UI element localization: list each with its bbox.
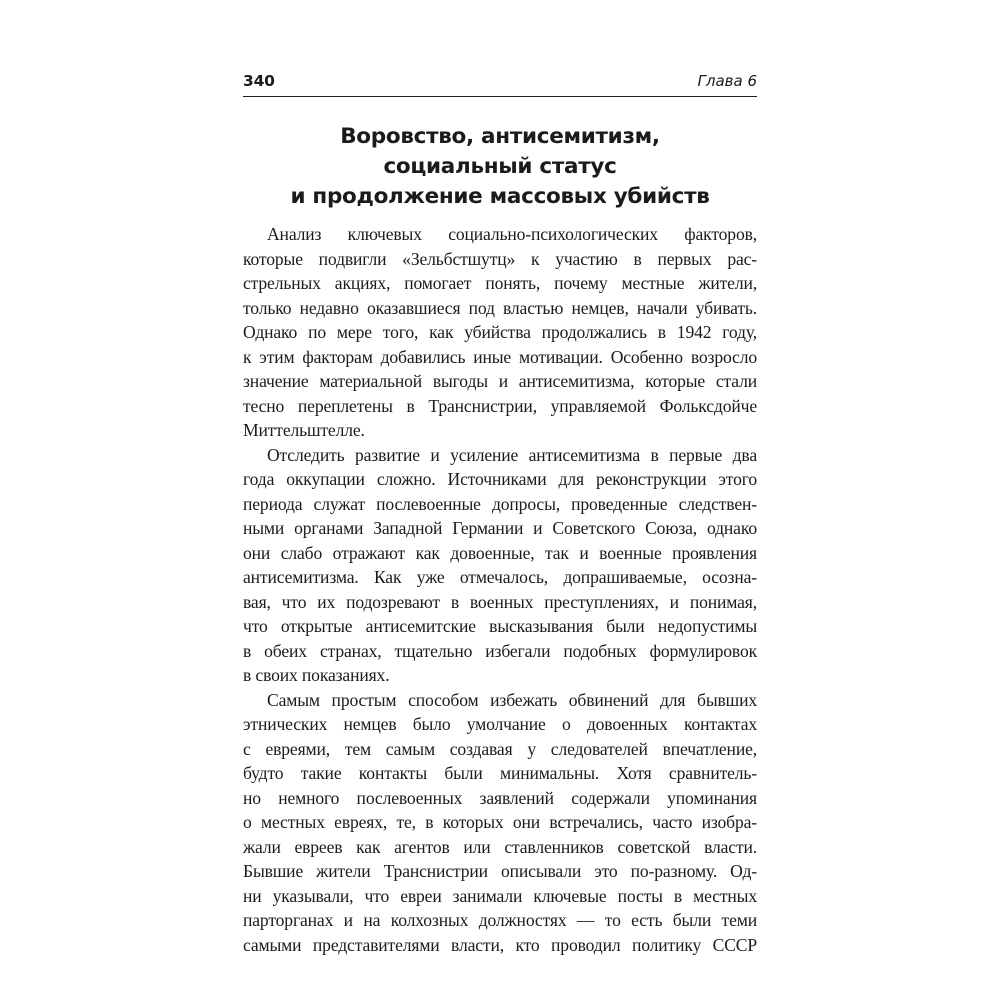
text-line: Бывшие жители Транснистрии описывали это по-разному. Од- bbox=[243, 861, 757, 881]
section-title bbox=[243, 122, 757, 212]
text-line: ни указывали, что евреи занимали ключевые посты в местных bbox=[243, 885, 757, 906]
text-line: но немного послевоенных заявлений содержали упоминания bbox=[243, 787, 757, 808]
text-line: Миттельштелле. bbox=[243, 420, 365, 440]
body-text bbox=[243, 222, 757, 957]
section-title-line: социальный статус bbox=[383, 154, 617, 179]
section-title-line: Воровство, антисемитизм, bbox=[340, 124, 660, 149]
text-line: Однако по мере того, как убийства продолжались в 1942 году, bbox=[243, 322, 757, 342]
paragraph-1 bbox=[243, 222, 757, 443]
text-line: антисемитизма. Как уже отмечалось, допрашиваемые, осозна- bbox=[243, 567, 757, 587]
section-title-line: и продолжение массовых убийств bbox=[290, 184, 710, 209]
text-line: этнических немцев было умолчание о довоенных контактах bbox=[243, 714, 757, 734]
chapter-label: Глава 6 bbox=[697, 72, 757, 90]
text-line: только недавно оказавшиеся под властью немцев, начали убивать. bbox=[243, 297, 757, 318]
text-line: вая, что их подозревают в военных преступлениях, и понимая, bbox=[243, 591, 757, 612]
text-line: жали евреев как агентов или ставленников советской власти. bbox=[243, 836, 757, 857]
text-line: периода служат послевоенные допросы, проведенные следствен- bbox=[243, 493, 757, 514]
text-line: Отследить развитие и усиление антисемитизма в первые два bbox=[267, 444, 757, 465]
text-line: они слабо отражают как довоенные, так и военные проявления bbox=[243, 542, 757, 563]
paragraph-3 bbox=[243, 688, 757, 958]
text-line: которые подвигли «Зельбстшутц» к участию в первых рас- bbox=[243, 248, 757, 269]
text-line: в своих показаниях. bbox=[243, 665, 390, 685]
text-line: ными органами Западной Германии и Советского Союза, однако bbox=[243, 518, 757, 538]
text-line: с евреями, тем самым создавая у следователей впечатление, bbox=[243, 738, 757, 759]
text-line: значение материальной выгоды и антисемитизма, которые стали bbox=[243, 371, 757, 391]
text-line: тесно переплетены в Транснистрии, управляемой Фольксдойче bbox=[243, 395, 757, 416]
text-line: к этим факторам добавились иные мотивации. Особенно возросло bbox=[243, 346, 757, 367]
text-line: парторганах и на колхозных должностях — то есть были теми bbox=[243, 910, 757, 930]
text-line: стрельных акциях, помогает понять, почему местные жители, bbox=[243, 273, 757, 293]
text-line: в обеих странах, тщательно избегали подобных формулировок bbox=[243, 640, 757, 661]
text-line: о местных евреях, те, в которых они встречались, часто изобра- bbox=[243, 812, 757, 832]
text-line: что открытые антисемитские высказывания были недопустимы bbox=[243, 616, 757, 636]
text-line: будто такие контакты были минимальны. Хотя сравнитель- bbox=[243, 763, 757, 783]
running-head bbox=[243, 70, 757, 97]
text-line: Анализ ключевых социально-психологических факторов, bbox=[267, 224, 757, 244]
text-line: самыми представителями власти, кто проводил политику СССР bbox=[243, 934, 757, 955]
text-line: Самым простым способом избежать обвинений для бывших bbox=[267, 689, 757, 710]
page-number: 340 bbox=[243, 72, 275, 90]
paragraph-2 bbox=[243, 443, 757, 688]
text-line: года оккупации сложно. Источниками для реконструкции этого bbox=[243, 469, 757, 489]
